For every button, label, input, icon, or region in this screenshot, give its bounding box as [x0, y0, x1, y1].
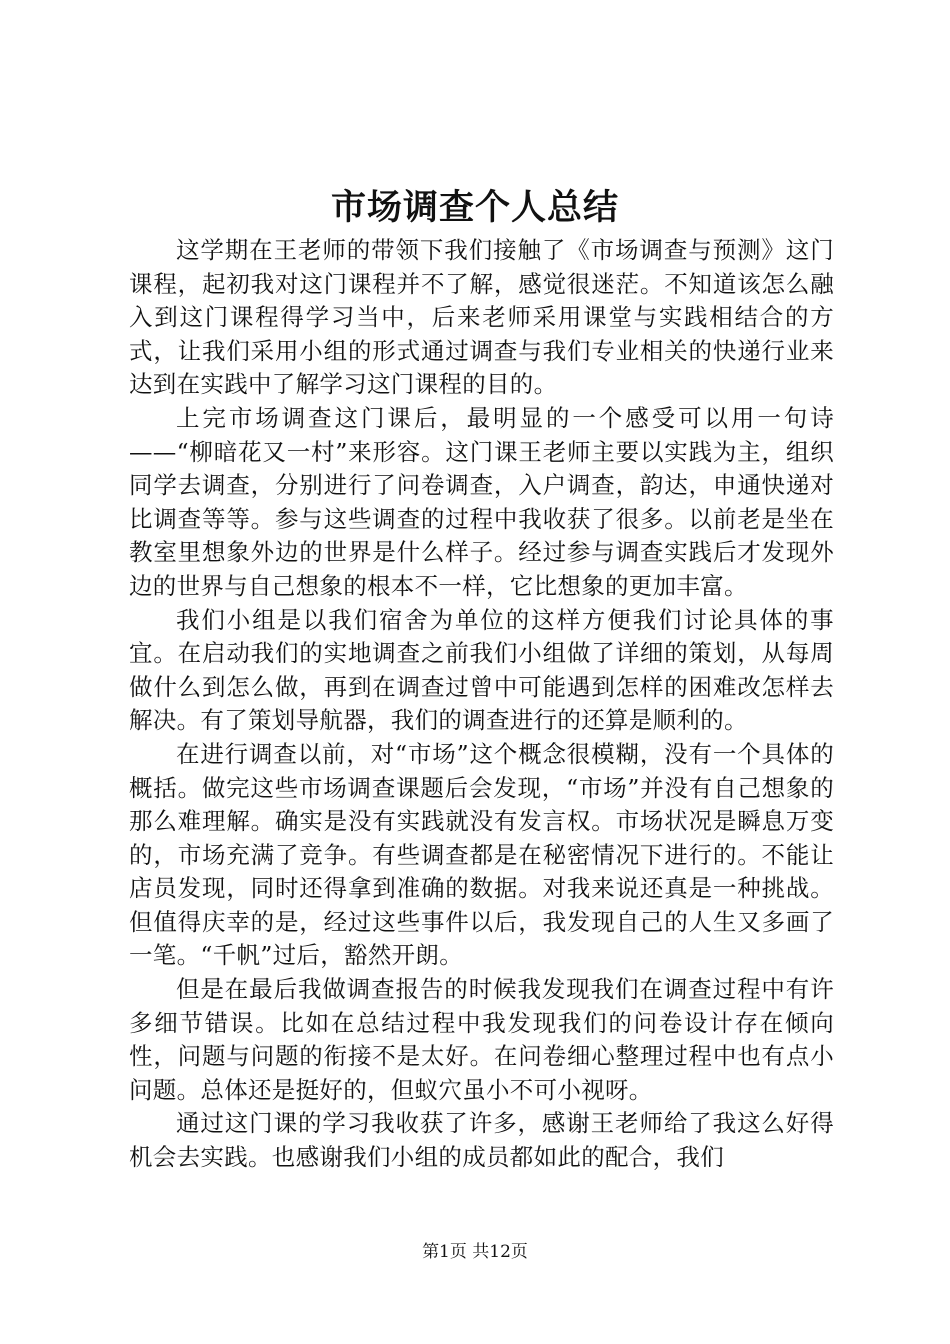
document-body [129, 234, 834, 1175]
document-title: 市场调查个人总结 [330, 187, 619, 228]
paragraph-3: 我们小组是以我们宿舍为单位的这样方便我们讨论具体的事宜。在启动我们的实地调查之前我们小组做了详细的策划，从每周做什么到怎么做，再到在调查过曾中可能遇到怎样的困难改怎样去解决。有了策划导航器，我们的调查进行的还算是顺利的。 [129, 605, 834, 735]
paragraph-6: 通过这门课的学习我收获了许多，感谢王老师给了我这么好得机会去实践。也感谢我们小组的成员都如此的配合，我们 [129, 1109, 834, 1172]
paragraph-5: 但是在最后我做调查报告的时候我发现我们在调查过程中有许多细节错误。比如在总结过程中我发现我们的问卷设计存在倾向性，问题与问题的衔接不是太好。在问卷细心整理过程中也有点小问题。总体还是挺好的，但蚁穴虽小不可小视呀。 [129, 975, 834, 1104]
page-number-footer: 第1页 共12页 [422, 1242, 528, 1262]
paragraph-1: 这学期在王老师的带领下我们接触了《市场调查与预测》这门课程，起初我对这门课程并不了解，感觉很迷茫。不知道该怎么融入到这门课程得学习当中，后来老师采用课堂与实践相结合的方式，让我们采用小组的形式通过调查与我们专业相关的快递行业来达到在实践中了解学习这门课程的目的。 [129, 236, 834, 399]
paragraph-2: 上完市场调查这门课后，最明显的一个感受可以用一句诗——“柳暗花又一村”来形容。这门课王老师主要以实践为主，组织同学去调查，分别进行了问卷调查，入户调查，韵达，申通快递对比调查等等。参与这些调查的过程中我收获了很多。以前老是坐在教室里想象外边的世界是什么样子。经过参与调查实践后才发现外边的世界与自己想象的根本不一样，它比想象的更加丰富。 [129, 403, 834, 600]
paragraph-4: 在进行调查以前，对“市场”这个概念很模糊，没有一个具体的概括。做完这些市场调查课题后会发现，“市场”并没有自己想象的那么难理解。确实是没有实践就没有发言权。市场状况是瞬息万变的，市场充满了竞争。有些调查都是在秘密情况下进行的。不能让店员发现，同时还得拿到准确的数据。对我来说还真是一种挑战。但值得庆幸的是，经过这些事件以后，我发现自己的人生又多画了一笔。“千帆”过后，豁然开朗。 [129, 739, 834, 970]
